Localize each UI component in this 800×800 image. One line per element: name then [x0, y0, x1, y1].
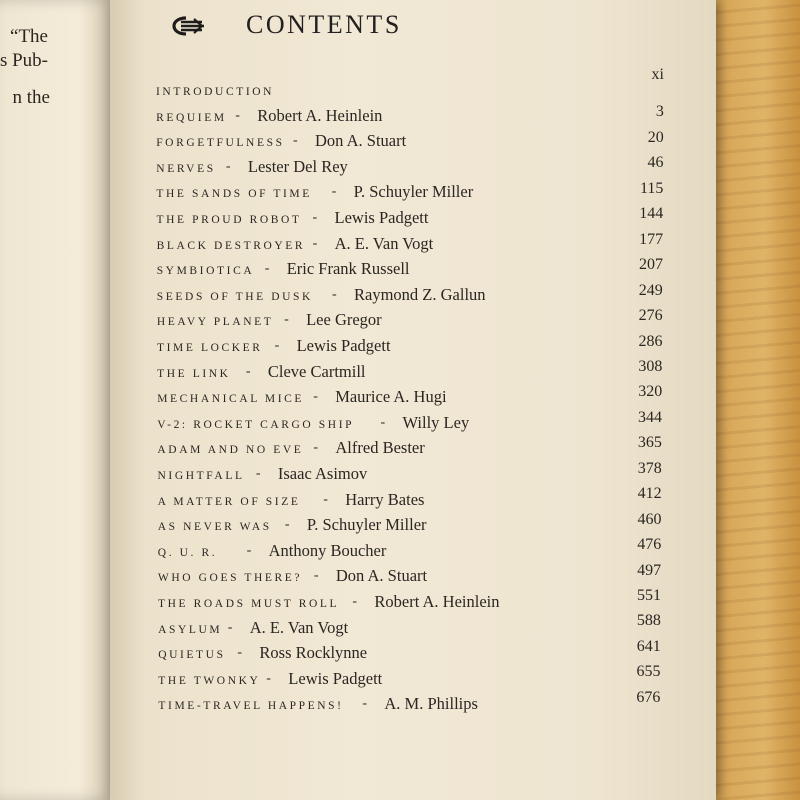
entry-title: SYMBIOTICA [156, 265, 255, 278]
entry-page-number: 497 [637, 561, 662, 579]
entry-page-number: 551 [637, 587, 661, 604]
entry-title: THE PROUD ROBOT [156, 214, 302, 226]
entry-author: P. Schuyler Miller [353, 182, 474, 202]
entry-author: Lewis Padgett [334, 208, 429, 227]
entry-separator: - [284, 312, 289, 328]
entry-page-number: 249 [638, 281, 663, 299]
entry-title: ASYLUM [158, 623, 223, 636]
entry-page-number: 207 [638, 256, 663, 274]
entry-page-number: 308 [638, 357, 663, 375]
entry-title: INTRODUCTION [156, 86, 275, 98]
toc-entry [110, 332, 716, 360]
entry-title: SEEDS OF THE DUSK [156, 290, 313, 303]
entry-title: QUIETUS [158, 649, 226, 662]
entry-author: Willy Ley [402, 412, 470, 432]
entry-author: Lester Del Rey [247, 156, 348, 176]
left-page-edge [0, 0, 112, 800]
entry-page-number: 460 [637, 510, 662, 528]
left-page-fragment: “The [10, 26, 48, 47]
entry-title: TIME LOCKER [157, 342, 263, 354]
left-page-fragment: n the [12, 87, 50, 108]
entry-separator: - [264, 261, 270, 277]
entry-page-number: 476 [637, 536, 662, 554]
entry-title: BLACK DESTROYER [156, 239, 306, 252]
entry-separator: - [293, 133, 298, 149]
entry-separator: - [380, 414, 386, 430]
entry-author: Robert A. Heinlein [257, 105, 383, 125]
entry-title: REQUIEM [156, 111, 227, 124]
entry-author: Lewis Padgett [296, 336, 391, 355]
entry-author: Eric Frank Russell [286, 259, 410, 279]
toc-entry [110, 128, 716, 155]
entry-separator: - [225, 158, 231, 174]
entry-separator: - [255, 466, 261, 481]
entry-author: Cleve Cartmill [267, 361, 366, 381]
entry-separator: - [352, 594, 358, 609]
toc-entry [110, 154, 716, 181]
entry-author: Alfred Bester [335, 438, 425, 458]
entry-separator: - [313, 440, 319, 456]
entry-title: THE SANDS OF TIME [156, 188, 312, 201]
entry-separator: - [284, 517, 290, 533]
entry-author: Maurice A. Hugi [335, 387, 447, 407]
entry-author: Don A. Stuart [335, 566, 428, 586]
entry-separator: - [331, 184, 337, 200]
toc-entry [110, 307, 716, 334]
left-page-fragment: s Pub- [0, 50, 48, 71]
entry-page-number: 641 [636, 637, 661, 655]
entry-separator: - [313, 568, 319, 584]
entry-page-number: 412 [637, 485, 662, 503]
entry-page-number: 676 [636, 688, 661, 706]
entry-separator: - [323, 491, 328, 507]
entry-page-number: 320 [638, 383, 663, 401]
entry-title: A MATTER OF SIZE [157, 495, 301, 508]
toc-entry [110, 230, 716, 258]
toc-entry [110, 383, 716, 411]
entry-separator: - [274, 338, 280, 353]
entry-page-number: 177 [639, 230, 664, 248]
entry-page-number: 20 [647, 128, 664, 146]
entry-title: NERVES [156, 162, 216, 175]
entry-separator: - [246, 542, 252, 558]
entry-separator: - [362, 696, 368, 712]
entry-separator: - [266, 670, 271, 686]
entry-author: Robert A. Heinlein [374, 592, 500, 611]
entry-author: A. E. Van Vogt [249, 617, 349, 637]
entry-author: Lee Gregor [306, 310, 382, 330]
entry-page-number: 276 [638, 307, 663, 325]
entry-separator: - [237, 645, 243, 661]
entry-separator: - [332, 286, 337, 302]
toc-entry [110, 103, 716, 130]
entry-page-number: 588 [636, 612, 661, 630]
publisher-logo-icon [172, 16, 206, 36]
entry-separator: - [313, 389, 318, 405]
entry-page-number: xi [651, 66, 664, 83]
entry-page-number: 365 [637, 434, 662, 452]
entry-page-number: 144 [639, 205, 664, 223]
entry-title: FORGETFULNESS [156, 137, 285, 150]
entry-author: A. M. Phillips [384, 694, 478, 714]
entry-author: Lewis Padgett [288, 668, 383, 688]
toc-entry [110, 281, 716, 309]
entry-author: Anthony Boucher [268, 540, 387, 560]
toc-entry [110, 205, 716, 232]
entry-title: HEAVY PLANET [156, 316, 274, 329]
entry-title: MECHANICAL MICE [157, 393, 305, 406]
entry-separator: - [235, 107, 240, 123]
entry-author: Raymond Z. Gallun [354, 284, 486, 304]
contents-page [110, 0, 716, 800]
entry-title: V-2: ROCKET CARGO SHIP [157, 418, 355, 431]
entry-author: Ross Rocklynne [259, 643, 368, 663]
entry-author: Harry Bates [345, 489, 425, 509]
entry-title: WHO GOES THERE? [157, 572, 303, 585]
toc-entry [110, 408, 716, 437]
entry-separator: - [245, 363, 251, 379]
entry-page-number: 286 [638, 332, 663, 350]
entry-title: NIGHTFALL [157, 470, 245, 482]
toc-entry [110, 179, 716, 206]
entry-title: Q. U. R. [157, 546, 218, 559]
entry-author: A. E. Van Vogt [334, 233, 434, 253]
page-title: CONTENTS [246, 10, 402, 39]
toc-entry [110, 256, 716, 283]
entry-title: THE ROADS MUST ROLL [158, 598, 340, 610]
entry-author: P. Schuyler Miller [306, 515, 427, 535]
toc-entry [110, 66, 716, 104]
entry-separator: - [312, 235, 318, 251]
entry-title: THE TWONKY [158, 674, 261, 687]
entry-title: AS NEVER WAS [157, 521, 272, 534]
entry-page-number: 344 [638, 408, 663, 426]
entry-page-number: 3 [655, 103, 664, 121]
entry-separator: - [227, 619, 233, 635]
toc-entry [110, 357, 716, 386]
entry-title: THE LINK [157, 367, 231, 380]
entry-page-number: 115 [639, 179, 664, 197]
entry-author: Don A. Stuart [315, 131, 407, 151]
entry-author: Isaac Asimov [277, 464, 368, 483]
toc-entry [110, 688, 716, 718]
entry-title: ADAM AND NO EVE [157, 444, 304, 457]
entry-separator: - [312, 210, 318, 225]
entry-page-number: 655 [636, 663, 661, 681]
entry-title: TIME-TRAVEL HAPPENS! [158, 700, 344, 713]
entry-page-number: 378 [637, 459, 662, 477]
entry-page-number: 46 [647, 154, 664, 172]
